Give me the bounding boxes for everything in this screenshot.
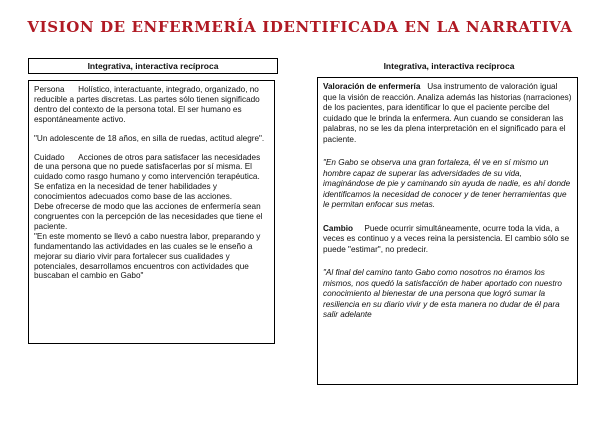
cambio-term: Cambio — [323, 223, 354, 233]
cuidado-term: Cuidado — [34, 152, 65, 162]
cambio-quote: "Al final del camino tanto Gabo como nosotros no éramos los mismos, nos quedó la satisfacción de haber aportado con nuestro conocimiento al bienestar de una persona que logró sumar la resiliencia en su diario vivir y de esta manera no dudar de él para salir adelante — [323, 268, 562, 319]
valoracion-term: Valoración de enfermería — [323, 82, 421, 91]
right-column-header: Integrativa, interactiva recíproca — [383, 61, 515, 71]
cuidado-quote: "En este momento se llevó a cabo nuestra labor, preparando y fundamentando las actividades en las cuales se le enseño a mejorar su diario vivir para fortalecer sus cualidades y potenciales, desarrollamos encuentros con actividades que buscaban el cambio en Gabo" — [34, 231, 261, 281]
left-column-header: Integrativa, interactiva recíproca — [28, 58, 278, 74]
persona-quote: "Un adolescente de 18 años, en silla de ruedas, actitud alegre". — [34, 133, 265, 143]
cambio-text: Puede ocurrir simultáneamente, ocurre toda la vida, a veces es continuo y a veces reina la persistencia. El cambio sólo se puede "estimar", no predecir. — [323, 223, 570, 254]
valoracion-quote: "En Gabo se observa una gran fortaleza, él ve en sí mismo un hombre capaz de superar las adversidades de su vida, imaginándose de pie y caminando sin ayuda de nadie, es ahí donde identificamos la necesidad de conocer y de tener herramientas que le permitan enfocar sus metas. — [323, 158, 571, 209]
cambio-paragraph — [323, 224, 572, 256]
cuidado-text: Acciones de otros para satisfacer las necesidades de una persona que no puede satisfacerlas por sí misma. El cuidado como rasgo humano y como intervención terapéutica. Se enfatiza en la necesidad de tener habilidades y conocimientos adecuados como base de las acciones. — [34, 152, 261, 202]
persona-text: Holístico, interactuante, integrado, organizado, no reducible a partes discretas. Las partes sólo tienen significado dentro del contexto de la persona total. El ser humano es espontáneamente activo. — [34, 85, 260, 124]
persona-term: Persona — [34, 85, 65, 94]
cuidado-paragraph — [34, 153, 266, 203]
left-text-box — [28, 80, 275, 344]
right-text-box — [317, 77, 578, 385]
cuidado-paragraph-2: Debe ofrecerse de modo que las acciones de enfermería sean congruentes con la percepción de las necesidades que tiene el paciente. — [34, 202, 263, 231]
valoracion-paragraph — [323, 82, 572, 145]
page-title: VISION DE ENFERMERÍA IDENTIFICADA EN LA NARRATIVA — [27, 18, 573, 36]
valoracion-text: Usa instrumento de valoración igual que la visión de reacción. Analiza además las historias (narraciones) de los pacientes, para identificar lo que el paciente percibe del cuidado que le brinda la enfermera. Aun cuando se consideran las palabras, no se les da plena interpretación en el significado para el paciente. — [323, 82, 572, 144]
persona-paragraph — [34, 85, 266, 125]
